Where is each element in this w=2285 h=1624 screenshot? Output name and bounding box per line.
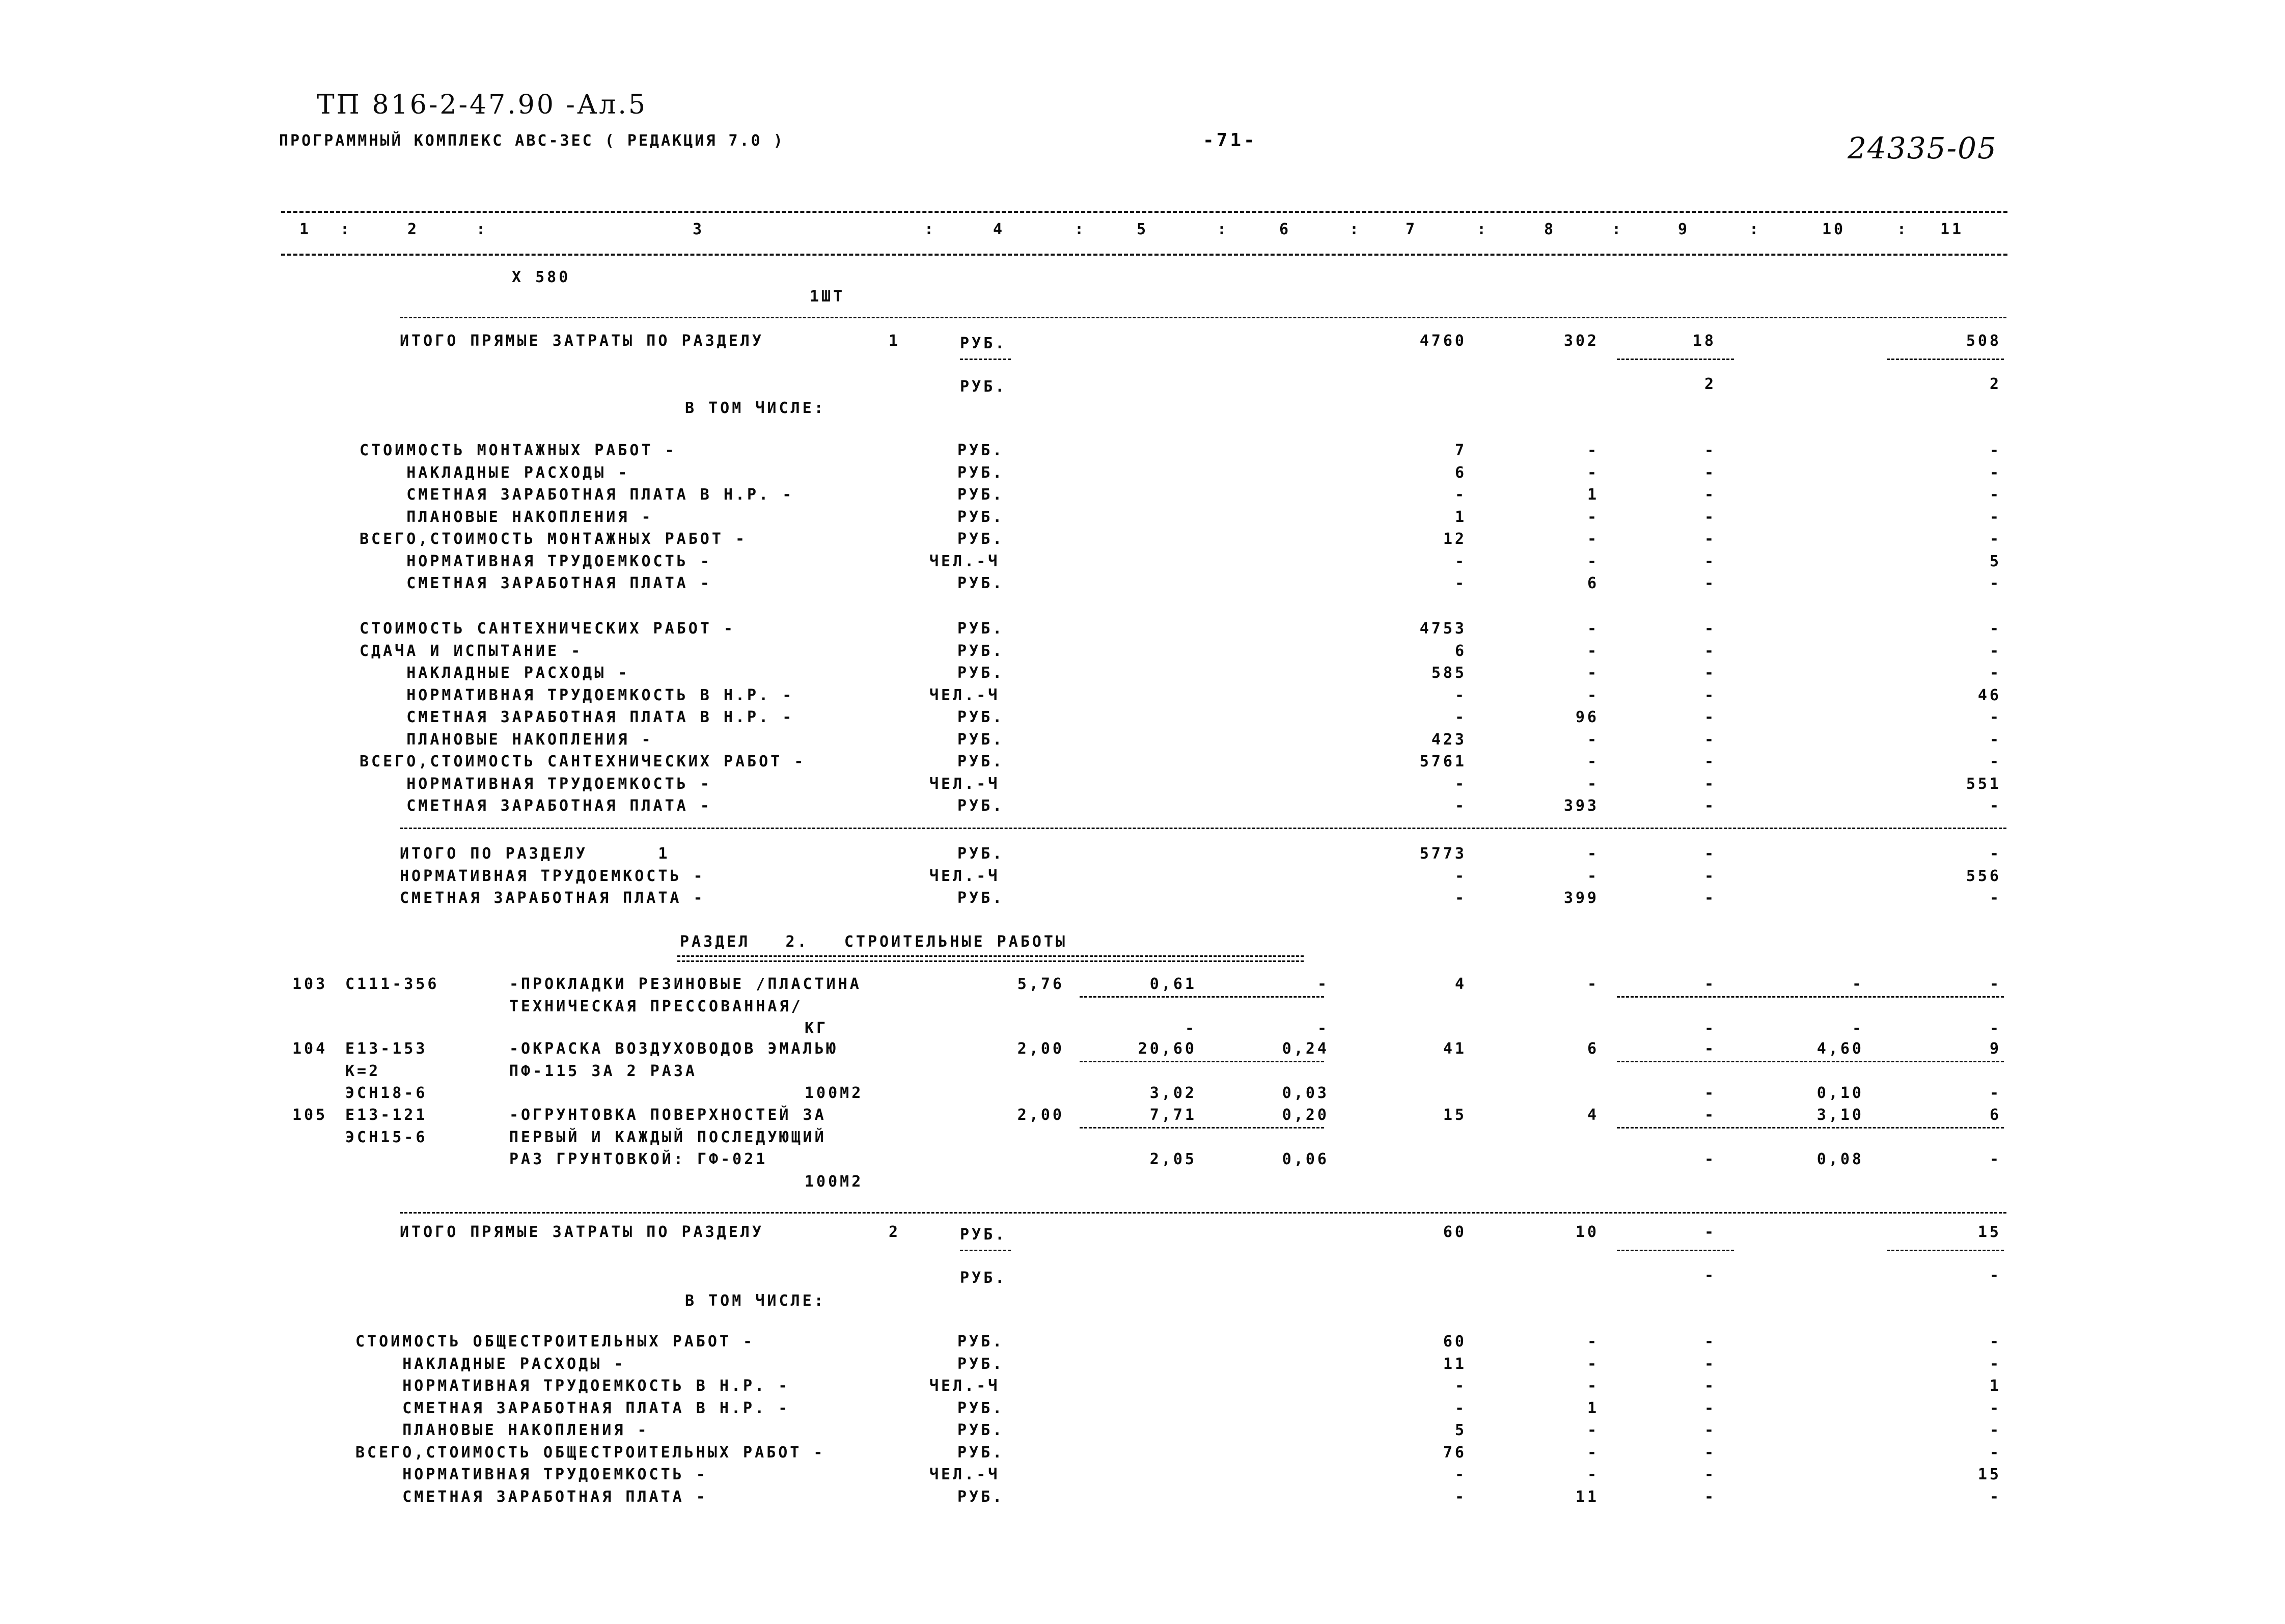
santech-row-label: ВСЕГО,СТОИМОСТЬ САНТЕХНИЧЕСКИХ РАБОТ - [360,753,806,770]
montage-row-c7: 1 [1454,508,1467,526]
rule [1080,1061,1324,1062]
montage-row-unit: РУБ. [957,463,1005,482]
montage-row-c9: - [1704,442,1716,459]
item-quantity: 2,00 [1017,1040,1064,1058]
montage-row-c8: - [1587,463,1599,482]
santech-row-unit: РУБ. [957,620,1005,638]
santech-row-c11: 46 [1977,686,2001,704]
rule [677,955,1304,957]
montage-row-c9: - [1704,552,1716,570]
item-unit: 100М2 [805,1172,864,1191]
section2-total-c7: 60 [1443,1223,1467,1241]
rule [1080,996,1324,998]
montage-row-c8: - [1587,442,1599,459]
building-row-c9: - [1704,1399,1716,1417]
building-row-unit: ЧЕЛ.-Ч [929,1466,1000,1483]
section1-total-row-label: НОРМАТИВНАЯ ТРУДОЕМКОСТЬ - [400,867,705,885]
section1-total-label: ИТОГО ПРЯМЫЕ ЗАТРАТЫ ПО РАЗДЕЛУ [400,332,764,350]
rule [1617,996,2004,998]
section1-total-row-label: СМЕТНАЯ ЗАРАБОТНАЯ ПЛАТА - [400,889,705,907]
column-number-8: 8 [1544,221,1556,238]
montage-row-label: НАКЛАДНЫЕ РАСХОДЫ - [360,463,630,482]
building-row-c7: - [1454,1466,1467,1483]
montage-row-c11: - [1989,442,2001,459]
item-c11: 6 [1989,1106,2001,1124]
building-row-c7: - [1454,1488,1467,1506]
item-unit-cost: 7,71 [1149,1106,1197,1124]
column-number-3: 3 [693,221,705,238]
item-number: 104 [292,1040,328,1058]
section2-total-label: ИТОГО ПРЯМЫЕ ЗАТРАТЫ ПО РАЗДЕЛУ [400,1223,764,1241]
montage-row-c11: - [1989,486,2001,504]
santech-row-c11: - [1989,642,2001,660]
rule [1617,359,1734,360]
column-number-4: 4 [993,221,1005,238]
montage-row-label: ВСЕГО,СТОИМОСТЬ МОНТАЖНЫХ РАБОТ - [360,530,748,548]
item-unit-wage-2: - [1317,1020,1329,1037]
item-number: 103 [292,975,328,993]
santech-row-c7: 4753 [1419,620,1467,638]
building-row-c7: - [1454,1399,1467,1417]
montage-row-c8: - [1587,552,1599,570]
building-row-c8: - [1587,1355,1599,1373]
page-number: -71- [1203,130,1257,151]
item-code: Е13-153 [345,1040,428,1058]
section1-total-c11: 508 [1966,332,2001,350]
rule [960,359,1011,360]
section1-multiplier: Х 580 [512,268,571,286]
building-row-label: НАКЛАДНЫЕ РАСХОДЫ - [355,1355,626,1373]
building-row-c11: - [1989,1488,2001,1506]
item-c10: 4,60 [1816,1040,1864,1058]
item-description: ТЕХНИЧЕСКАЯ ПРЕССОВАННАЯ/ [509,997,803,1015]
section1-including-label: В ТОМ ЧИСЛЕ: [685,399,826,417]
santech-row-c7: 585 [1431,664,1467,682]
montage-row-unit: РУБ. [957,486,1005,504]
item-quantity: 5,76 [1017,975,1064,993]
rule [960,1250,1011,1251]
santech-row-label: СДАЧА И ИСПЫТАНИЕ - [360,642,583,660]
building-row-c9: - [1704,1421,1716,1439]
column-separator: : [1075,221,1087,238]
section1-total-number: 1 [889,332,901,350]
santech-row-c7: - [1454,708,1467,726]
montage-row-c7: - [1454,552,1467,570]
item-unit-cost-2: - [1185,1020,1197,1037]
santech-row-label: СМЕТНАЯ ЗАРАБОТНАЯ ПЛАТА В Н.Р. - [360,708,794,726]
item-total-cost: 15 [1443,1106,1467,1124]
building-row-c11: - [1989,1355,2001,1373]
montage-row-c8: - [1587,508,1599,526]
santech-row-c11: 551 [1966,775,2001,793]
building-row-c11: 15 [1977,1466,2001,1483]
montage-row-c7: 12 [1443,530,1467,548]
section1-total-row-c9: - [1704,867,1716,885]
item-total-cost: 4 [1454,975,1467,993]
section2-total-unit2: РУБ. [960,1269,1007,1287]
item-c9-2: - [1704,1150,1716,1168]
montage-row-label: СТОИМОСТЬ МОНТАЖНЫХ РАБОТ - [360,442,677,459]
santech-row-c9: - [1704,642,1716,660]
section1-total-row-c7: 5773 [1419,845,1467,863]
item-code-2: К=2 [345,1062,381,1080]
rule [400,1212,2006,1214]
santech-row-c9: - [1704,775,1716,793]
section2-total-c8: 10 [1575,1223,1599,1241]
montage-row-unit: ЧЕЛ.-Ч [929,552,1000,570]
santech-row-c8: 393 [1563,797,1599,815]
montage-row-c8: 1 [1587,486,1599,504]
santech-row-c8: - [1587,686,1599,704]
montage-row-c11: - [1989,508,2001,526]
item-unit-wage-2: 0,03 [1282,1084,1329,1102]
item-unit-cost-2: 3,02 [1149,1084,1197,1102]
montage-row-unit: РУБ. [957,508,1005,526]
montage-row-unit: РУБ. [957,574,1005,592]
column-number-1: 1 [299,221,312,238]
montage-row-c9: - [1704,574,1716,592]
building-row-c11: - [1989,1421,2001,1439]
section1-total-row-c11: - [1989,889,2001,907]
item-code-2: ЭСН15-6 [345,1128,428,1146]
column-separator: : [1749,221,1761,238]
section1-total-c7: 4760 [1419,332,1467,350]
section2-total-c9: - [1704,1223,1716,1241]
column-separator: : [1897,221,1909,238]
item-c10-2: 0,08 [1816,1150,1864,1168]
item-description: -ОКРАСКА ВОЗДУХОВОДОВ ЭМАЛЬЮ [509,1040,838,1058]
santech-row-unit: ЧЕЛ.-Ч [929,775,1000,793]
santech-row-c9: - [1704,664,1716,682]
building-row-c7: 11 [1443,1355,1467,1373]
building-row-label: СМЕТНАЯ ЗАРАБОТНАЯ ПЛАТА В Н.Р. - [355,1399,790,1417]
santech-row-c7: 5761 [1419,753,1467,770]
item-c9-2: - [1704,1084,1716,1102]
section1-total-row-c11: - [1989,845,2001,863]
rule [400,828,2006,829]
item-c11-2: - [1989,1084,2001,1102]
column-separator: : [476,221,488,238]
item-c11: - [1989,975,2001,993]
building-row-c8: - [1587,1333,1599,1351]
column-separator: : [924,221,937,238]
montage-row-c11: - [1989,530,2001,548]
column-number-5: 5 [1137,221,1149,238]
section2-title: РАЗДЕЛ 2. СТРОИТЕЛЬНЫЕ РАБОТЫ [680,933,1068,951]
section1-total-row-label: ИТОГО ПО РАЗДЕЛУ 1 [400,845,670,863]
building-row-c8: - [1587,1421,1599,1439]
item-unit: КГ [805,1020,829,1037]
santech-row-unit: РУБ. [957,642,1005,660]
rule [1617,1061,2004,1062]
santech-row-c11: - [1989,620,2001,638]
building-row-c8: - [1587,1443,1599,1462]
item-description: -ОГРУНТОВКА ПОВЕРХНОСТЕЙ ЗА [509,1106,827,1124]
section1-total-row-c7: - [1454,867,1467,885]
section2-total-unit: РУБ. [960,1226,1007,1244]
item-unit-wage: - [1317,975,1329,993]
item-c11-2: - [1989,1150,2001,1168]
section1-unit-count: 1ШТ [810,288,845,306]
santech-row-unit: РУБ. [957,664,1005,682]
rule [1887,1250,2004,1251]
santech-row-c11: - [1989,708,2001,726]
santech-row-unit: РУБ. [957,797,1005,815]
item-unit-wage: 0,20 [1282,1106,1329,1124]
building-row-c11: - [1989,1399,2001,1417]
item-number: 105 [292,1106,328,1124]
building-row-c7: 5 [1454,1421,1467,1439]
santech-row-unit: ЧЕЛ.-Ч [929,686,1000,704]
building-row-unit: РУБ. [957,1421,1005,1439]
building-row-c11: - [1989,1443,2001,1462]
item-description: ПФ-115 ЗА 2 РАЗА [509,1062,697,1080]
rule [1080,1127,1324,1128]
santech-row-c7: - [1454,797,1467,815]
santech-row-c8: 96 [1575,708,1599,726]
program-title: ПРОГРАММНЫЙ КОМПЛЕКС АВС-3ЕС ( РЕДАКЦИЯ 7.0 ) [279,132,785,150]
montage-row-c8: 6 [1587,574,1599,592]
item-c9: - [1704,1040,1716,1058]
building-row-label: НОРМАТИВНАЯ ТРУДОЕМКОСТЬ В Н.Р. - [355,1377,790,1395]
column-number-2: 2 [407,221,420,238]
section1-total-row-unit: ЧЕЛ.-Ч [929,867,1000,885]
item-unit: 100М2 [805,1084,864,1102]
rule [400,317,2006,318]
montage-row-c7: - [1454,574,1467,592]
building-row-unit: РУБ. [957,1333,1005,1351]
building-row-c11: - [1989,1333,2001,1351]
section2-total-c11: 15 [1977,1223,2001,1241]
item-code-3: ЭСН18-6 [345,1084,428,1102]
building-row-label: ВСЕГО,СТОИМОСТЬ ОБЩЕСТРОИТЕЛЬНЫХ РАБОТ - [355,1443,825,1462]
building-row-label: ПЛАНОВЫЕ НАКОПЛЕНИЯ - [355,1421,649,1439]
building-row-label: НОРМАТИВНАЯ ТРУДОЕМКОСТЬ - [355,1466,708,1483]
montage-row-c9: - [1704,508,1716,526]
santech-row-c8: - [1587,642,1599,660]
header-rule-bottom [281,254,2007,256]
santech-row-c8: - [1587,620,1599,638]
montage-row-label: НОРМАТИВНАЯ ТРУДОЕМКОСТЬ - [360,552,712,570]
santech-row-c8: - [1587,730,1599,749]
building-row-c9: - [1704,1488,1716,1506]
item-c9: - [1704,1106,1716,1124]
building-row-c9: - [1704,1466,1716,1483]
section1-total-unit: РУБ. [960,335,1007,352]
column-number-9: 9 [1678,221,1690,238]
montage-row-unit: РУБ. [957,530,1005,548]
montage-row-c7: 7 [1454,442,1467,459]
section1-total-c8: 302 [1563,332,1599,350]
santech-row-c8: - [1587,664,1599,682]
item-c11-2: - [1989,1020,2001,1037]
column-separator: : [340,221,352,238]
santech-row-label: СТОИМОСТЬ САНТЕХНИЧЕСКИХ РАБОТ - [360,620,735,638]
building-row-unit: РУБ. [957,1488,1005,1506]
santech-row-c9: - [1704,686,1716,704]
rule [1617,1250,1734,1251]
column-separator: : [1612,221,1624,238]
santech-row-c11: - [1989,664,2001,682]
santech-row-c9: - [1704,708,1716,726]
column-number-11: 11 [1940,221,1964,238]
montage-row-c7: - [1454,486,1467,504]
santech-row-c7: - [1454,775,1467,793]
section1-total-row-unit: РУБ. [957,845,1005,863]
building-row-c8: 1 [1587,1399,1599,1417]
building-row-c7: - [1454,1377,1467,1395]
montage-row-c9: - [1704,463,1716,482]
item-c10-2: 0,10 [1816,1084,1864,1102]
building-row-unit: РУБ. [957,1399,1005,1417]
santech-row-unit: РУБ. [957,730,1005,749]
section1-total-c11b: 2 [1989,375,2001,393]
montage-row-c11: - [1989,463,2001,482]
column-separator: : [1217,221,1229,238]
section1-total-row-c9: - [1704,889,1716,907]
santech-row-c7: - [1454,686,1467,704]
montage-row-c8: - [1587,530,1599,548]
montage-row-unit: РУБ. [957,442,1005,459]
montage-row-c11: 5 [1989,552,2001,570]
building-row-c9: - [1704,1443,1716,1462]
document-code: ТП 816-2-47.90 -Ал.5 [317,90,648,120]
rule [1887,359,2004,360]
section2-total-c11b: - [1989,1267,2001,1284]
building-row-unit: РУБ. [957,1443,1005,1462]
santech-row-c7: 6 [1454,642,1467,660]
section1-total-row-unit: РУБ. [957,889,1005,907]
item-description: РАЗ ГРУНТОВКОЙ: ГФ-021 [509,1150,768,1168]
montage-row-c9: - [1704,486,1716,504]
item-c11: 9 [1989,1040,2001,1058]
item-unit-cost-2: 2,05 [1149,1150,1197,1168]
item-quantity: 2,00 [1017,1106,1064,1124]
item-unit-cost: 0,61 [1149,975,1197,993]
rule [677,960,1304,962]
santech-row-label: СМЕТНАЯ ЗАРАБОТНАЯ ПЛАТА - [360,797,712,815]
column-number-10: 10 [1822,221,1846,238]
santech-row-c7: 423 [1431,730,1467,749]
section1-total-c9: 18 [1692,332,1716,350]
santech-row-c11: - [1989,730,2001,749]
column-separator: : [1477,221,1489,238]
item-total-wage: 4 [1587,1106,1599,1124]
building-row-c7: 76 [1443,1443,1467,1462]
building-row-c9: - [1704,1333,1716,1351]
section2-total-number: 2 [889,1223,901,1241]
item-total-wage: 6 [1587,1040,1599,1058]
santech-row-c8: - [1587,775,1599,793]
item-total-cost: 41 [1443,1040,1467,1058]
santech-row-label: НАКЛАДНЫЕ РАСХОДЫ - [360,664,630,682]
section1-total-row-c7: - [1454,889,1467,907]
item-unit-wage-2: 0,06 [1282,1150,1329,1168]
building-row-c8: - [1587,1377,1599,1395]
item-c10-2: - [1852,1020,1864,1037]
section1-total-row-c8: - [1587,867,1599,885]
santech-row-c11: - [1989,753,2001,770]
building-row-unit: ЧЕЛ.-Ч [929,1377,1000,1395]
section1-total-unit2: РУБ. [960,378,1007,396]
building-row-c11: 1 [1989,1377,2001,1395]
santech-row-c9: - [1704,753,1716,770]
item-c9-2: - [1704,1020,1716,1037]
santech-row-unit: РУБ. [957,708,1005,726]
santech-row-c8: - [1587,753,1599,770]
santech-row-c9: - [1704,797,1716,815]
item-c10: - [1852,975,1864,993]
montage-row-c9: - [1704,530,1716,548]
building-row-c9: - [1704,1377,1716,1395]
item-c9: - [1704,975,1716,993]
column-separator: : [1350,221,1362,238]
santech-row-label: НОРМАТИВНАЯ ТРУДОЕМКОСТЬ В Н.Р. - [360,686,794,704]
section1-total-row-c11: 556 [1966,867,2001,885]
santech-row-unit: РУБ. [957,753,1005,770]
building-row-label: СТОИМОСТЬ ОБЩЕСТРОИТЕЛЬНЫХ РАБОТ - [355,1333,755,1351]
montage-row-c7: 6 [1454,463,1467,482]
building-row-c9: - [1704,1355,1716,1373]
item-unit-wage: 0,24 [1282,1040,1329,1058]
building-row-label: СМЕТНАЯ ЗАРАБОТНАЯ ПЛАТА - [355,1488,708,1506]
santech-row-label: ПЛАНОВЫЕ НАКОПЛЕНИЯ - [360,730,653,749]
section1-total-row-c8: 399 [1563,889,1599,907]
column-number-6: 6 [1279,221,1291,238]
item-description: ПЕРВЫЙ И КАЖДЫЙ ПОСЛЕДУЮЩИЙ [509,1128,827,1146]
montage-row-label: СМЕТНАЯ ЗАРАБОТНАЯ ПЛАТА В Н.Р. - [360,486,794,504]
building-row-c8: - [1587,1466,1599,1483]
item-code: С111-356 [345,975,439,993]
section1-total-c9b: 2 [1704,375,1716,393]
section1-total-row-c8: - [1587,845,1599,863]
santech-row-c9: - [1704,730,1716,749]
handwritten-number: 24335-05 [1848,131,1997,166]
santech-row-c11: - [1989,797,2001,815]
item-description: -ПРОКЛАДКИ РЕЗИНОВЫЕ /ПЛАСТИНА [509,975,862,993]
building-row-c8: 11 [1575,1488,1599,1506]
santech-row-c9: - [1704,620,1716,638]
item-total-wage: - [1587,975,1599,993]
montage-row-label: ПЛАНОВЫЕ НАКОПЛЕНИЯ - [360,508,653,526]
item-code: Е13-121 [345,1106,428,1124]
column-number-7: 7 [1406,221,1418,238]
building-row-unit: РУБ. [957,1355,1005,1373]
section2-total-c9b: - [1704,1267,1716,1284]
rule [1617,1127,2004,1128]
building-row-c7: 60 [1443,1333,1467,1351]
item-unit-cost: 20,60 [1138,1040,1197,1058]
section2-including-label: В ТОМ ЧИСЛЕ: [685,1292,826,1310]
header-rule-top [281,211,2007,213]
montage-row-c11: - [1989,574,2001,592]
section1-total-row-c9: - [1704,845,1716,863]
montage-row-label: СМЕТНАЯ ЗАРАБОТНАЯ ПЛАТА - [360,574,712,592]
santech-row-label: НОРМАТИВНАЯ ТРУДОЕМКОСТЬ - [360,775,712,793]
item-c10: 3,10 [1816,1106,1864,1124]
